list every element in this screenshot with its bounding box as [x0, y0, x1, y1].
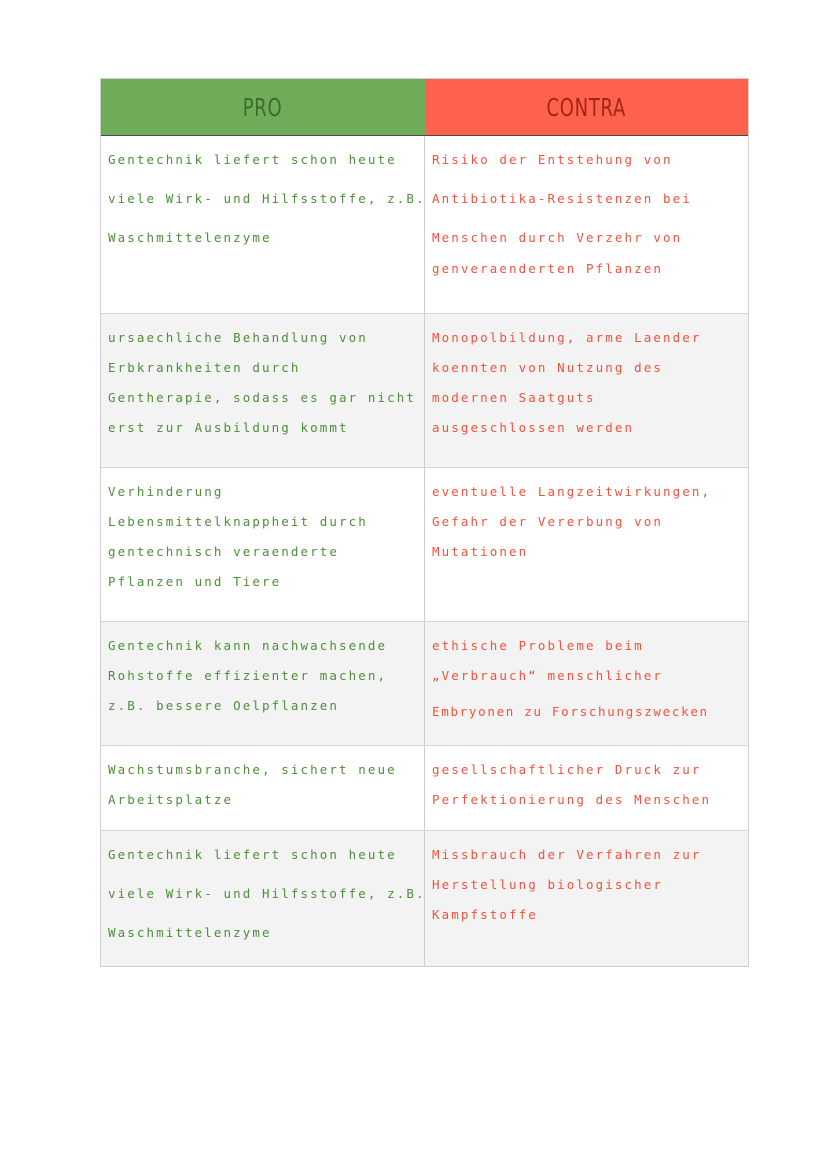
table-row: [101, 831, 748, 966]
pro-cell: [101, 746, 425, 830]
contra-cell: [425, 468, 748, 621]
contra-cell: [425, 136, 748, 313]
table-header: [101, 79, 748, 136]
pro-text-line: Rohstoffe effizienter machen,: [108, 668, 388, 683]
pro-text-line: Waschmittelenzyme: [108, 925, 272, 940]
pro-text-line: Gentechnik liefert schon heute: [108, 847, 397, 862]
contra-header-cell: [425, 79, 748, 136]
pro-text-line: Gentherapie, sodass es gar nicht: [108, 390, 417, 405]
contra-text-line: Antibiotika-Resistenzen bei: [432, 191, 692, 206]
pro-text-line: viele Wirk- und Hilfsstoffe, z.B.: [108, 886, 426, 901]
table-row: [101, 468, 748, 622]
contra-cell: [425, 831, 748, 966]
contra-text-line: Missbrauch der Verfahren zur: [432, 847, 702, 862]
pro-cell: [101, 831, 425, 966]
contra-cell: [425, 314, 748, 467]
pro-heading: PRO: [243, 92, 283, 122]
table-row: [101, 136, 748, 314]
contra-text-line: „Verbrauch“ menschlicher: [432, 668, 664, 683]
contra-text-line: Kampfstoffe: [432, 907, 538, 922]
contra-text-line: ausgeschlossen werden: [432, 420, 635, 435]
table-row: [101, 746, 748, 831]
contra-text-line: Monopolbildung, arme Laender: [432, 330, 702, 345]
pro-text-line: gentechnisch veraenderte: [108, 544, 340, 559]
pro-cell: [101, 622, 425, 745]
pro-text-line: Erbkrankheiten durch: [108, 360, 301, 375]
contra-text-line: Menschen durch Verzehr von: [432, 230, 683, 245]
contra-cell: [425, 622, 748, 745]
table-row: [101, 622, 748, 746]
pro-text-line: Pflanzen und Tiere: [108, 574, 282, 589]
contra-text-line: genveraenderten Pflanzen: [432, 261, 664, 276]
contra-text-line: koennten von Nutzung des: [432, 360, 664, 375]
pro-text-line: Gentechnik liefert schon heute: [108, 152, 397, 167]
pro-contra-table: [100, 78, 749, 967]
pro-text-line: Wachstumsbranche, sichert neue: [108, 762, 397, 777]
contra-text-line: gesellschaftlicher Druck zur: [432, 762, 702, 777]
contra-heading: CONTRA: [546, 92, 627, 122]
pro-text-line: viele Wirk- und Hilfsstoffe, z.B.: [108, 191, 426, 206]
pro-text-line: erst zur Ausbildung kommt: [108, 420, 349, 435]
contra-text-line: Risiko der Entstehung von: [432, 152, 673, 167]
contra-text-line: Mutationen: [432, 544, 529, 559]
contra-text-line: Herstellung biologischer: [432, 877, 664, 892]
pro-text-line: Waschmittelenzyme: [108, 230, 272, 245]
contra-cell: [425, 746, 748, 830]
pro-cell: [101, 468, 425, 621]
pro-text-line: z.B. bessere Oelpflanzen: [108, 698, 340, 713]
contra-text-line: Perfektionierung des Menschen: [432, 792, 712, 807]
pro-text-line: Lebensmittelknappheit durch: [108, 514, 368, 529]
contra-text-line: Embryonen zu Forschungszwecken: [432, 704, 709, 719]
pro-cell: [101, 136, 425, 313]
pro-text-line: ursaechliche Behandlung von: [108, 330, 368, 345]
contra-text-line: ethische Probleme beim: [432, 638, 644, 653]
table-row: [101, 314, 748, 468]
contra-text-line: modernen Saatguts: [432, 390, 596, 405]
contra-text-line: eventuelle Langzeitwirkungen,: [432, 484, 712, 499]
pro-text-line: Verhinderung: [108, 484, 224, 499]
pro-text-line: Gentechnik kann nachwachsende: [108, 638, 388, 653]
pro-text-line: Arbeitsplatze: [108, 792, 234, 807]
pro-cell: [101, 314, 425, 467]
contra-text-line: Gefahr der Vererbung von: [432, 514, 664, 529]
pro-header-cell: [101, 79, 425, 136]
